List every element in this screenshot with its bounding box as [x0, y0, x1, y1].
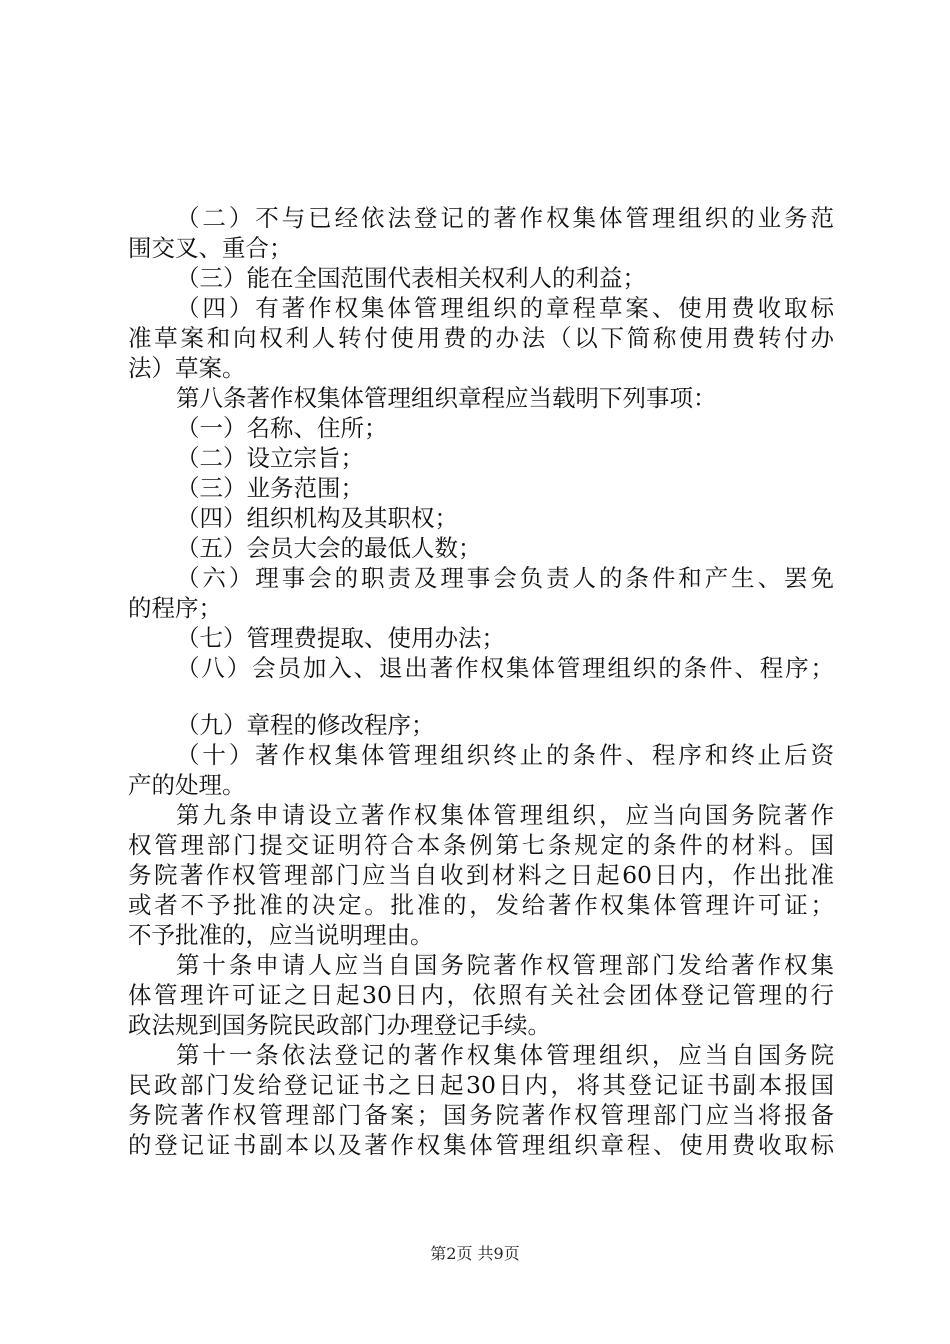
text-line: 法）草案。 [128, 354, 246, 382]
text-line: 体管理许可证之日起30日内，依照有关社会团体登记管理的行 [128, 981, 834, 1009]
article-heading-line: 第九条申请设立著作权集体管理组织，应当向国务院著作 [176, 801, 834, 829]
text-line: （四）有著作权集体管理组织的章程草案、使用费收取标 [176, 294, 834, 322]
text-line: （十）著作权集体管理组织终止的条件、程序和终止后资 [176, 741, 834, 769]
text-line: （九）章程的修改程序； [176, 711, 435, 739]
article-heading-line: 第十条申请人应当自国务院著作权管理部门发给著作权集 [176, 951, 834, 979]
text-line: （四）组织机构及其职权； [176, 504, 458, 532]
text-line: 围交叉、重合； [128, 234, 293, 262]
page-number: 第2页 共9页 [430, 1244, 520, 1263]
text-line: （三）业务范围； [176, 474, 364, 502]
text-line: 民政部门发给登记证书之日起30日内，将其登记证书副本报国 [128, 1071, 834, 1099]
text-line: （二）设立宗旨； [176, 444, 364, 472]
text-line: 的程序； [128, 594, 222, 622]
text-line: 不予批准的，应当说明理由。 [128, 921, 434, 949]
article-heading-line: 第十一条依法登记的著作权集体管理组织，应当自国务院 [176, 1041, 834, 1069]
text-line: 务院著作权管理部门备案；国务院著作权管理部门应当将报备 [128, 1101, 834, 1129]
text-line: 务院著作权管理部门应当自收到材料之日起60日内，作出批准 [128, 861, 834, 889]
text-line: （二）不与已经依法登记的著作权集体管理组织的业务范 [176, 204, 834, 232]
text-line: 或者不予批准的决定。批准的，发给著作权集体管理许可证； [128, 891, 834, 919]
text-line: 权管理部门提交证明符合本条例第七条规定的条件的材料。国 [128, 831, 834, 859]
page-footer [0, 1243, 950, 1265]
text-line: （八）会员加入、退出著作权集体管理组织的条件、程序； [176, 654, 834, 682]
text-line: （一）名称、住所； [176, 414, 388, 442]
text-line: 准草案和向权利人转付使用费的办法（以下简称使用费转付办 [128, 324, 834, 352]
article-heading-line: 第八条著作权集体管理组织章程应当载明下列事项： [176, 384, 717, 412]
text-line: （五）会员大会的最低人数； [176, 534, 482, 562]
text-line: （三）能在全国范围代表相关权利人的利益； [176, 264, 646, 292]
text-line: 产的处理。 [128, 771, 246, 799]
text-line: （六）理事会的职责及理事会负责人的条件和产生、罢免 [176, 564, 834, 592]
document-body [128, 203, 834, 1160]
text-line: （七）管理费提取、使用办法； [176, 624, 505, 652]
text-line: 的登记证书副本以及著作权集体管理组织章程、使用费收取标 [128, 1131, 834, 1159]
text-line: 政法规到国务院民政部门办理登记手续。 [128, 1011, 551, 1039]
